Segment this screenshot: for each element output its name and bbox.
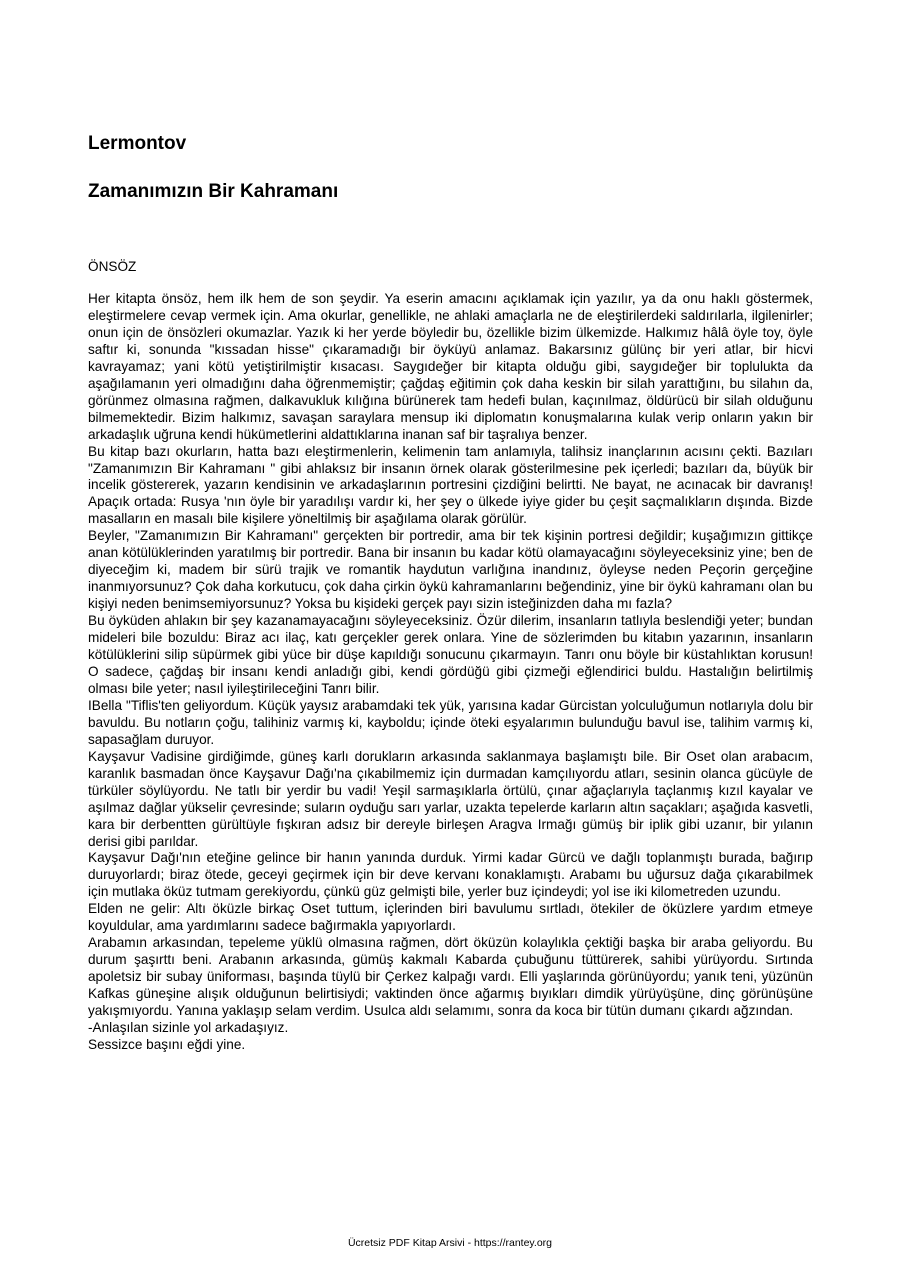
section-heading: ÖNSÖZ <box>88 259 137 274</box>
paragraph: Elden ne gelir: Altı öküzle birkaç Oset tuttum, içlerinden biri bavulumu sırtladı, ötekiler de öküzlere yardım etmeye koyuldular, ama yardımlarını sadece bağırmakla yapıyorlardı. <box>88 901 813 934</box>
paragraph: Sessizce başını eğdi yine. <box>88 1036 246 1052</box>
paragraph: Her kitapta önsöz, hem ilk hem de son şeydir. Ya eserin amacını açıklamak için yazılır, ya da onu haklı göstermek, eleştirmelere cevap vermek için. Ama okurlar, genellikle, ne ahlaki amaçlarla ne de eleştirilerdeki saldırılarla, ilgilenirler; onun için de önsözleri okumazlar. Yazık ki her yerde böyledir bu, özellikle bizim ülkemizde. Halkımız hâlâ öyle toy, öyle saftır ki, sonunda "kıssadan hisse" çıkaramadığı bir öyküyü anlamaz. Bakarsınız gülünç bir yeri atlar, bir hicvi kavrayamaz; yani kötü yetiştirilmiştir kısacası. Saygıdeğer bir kitapta olduğu gibi, saygıdeğer bir toplulukta da aşağılamanın yeri olmadığını daha öğrenmemiştir; çağdaş eğitimin çok daha keskin bir silah yarattığını, bu silahın da, görünmez olmasına rağmen, dalkavukluk kılığına bürünerek tam hedefi bulan, kaçınılmaz, öldürücü bir silah olduğunu bilmemektedir. Bizim halkımız, savaşan saraylara mensup iki diplomatın konuşmalarına kulak verip onların yakın bir arkadaşlık uğruna kendi hükümetlerini aldattıklarına inanan saf bir taşralıya benzer. <box>88 291 813 442</box>
book-title: Zamanımızın Bir Kahramanı <box>88 181 339 202</box>
paragraph: Beyler, "Zamanımızın Bir Kahramanı" gerçekten bir portredir, ama bir tek kişinin portresi değildir; kuşağımızın gittikçe anan kötülüklerinden yaratılmış bir portredir. Bana bir insanın bu kadar kötü olamayacağını söyleyeceksiniz yine; ben de diyeceğim ki, madem bir sürü trajik ve romantik haydutun varlığına inandınız, öyleyse neden Peçorin gerçeğine inanmıyorsunuz? Çok daha korkutucu, çok daha çirkin öykü kahramanlarını beğendiniz, yine bir öykü kahramanı olan bu kişiyi neden benimsemiyorsunuz? Yoksa bu kişideki gerçek payı sizin isteğinizden daha mı fazla? <box>88 528 813 612</box>
paragraph: Bu öyküden ahlakın bir şey kazanamayacağını söyleyeceksiniz. Özür dilerim, insanların tatlıyla beslendiği yeter; bundan mideleri bile bozuldu: Biraz acı ilaç, katı gerçekler gerek onlara. Yine de sözlerimden bu kitabın yazarının, insanların kötülüklerini silip süpürmek gibi yüce bir düşe kapıldığı sonucunu çıkarmayın. Tanrı onu böyle bir küstahlıktan korusun! O sadece, çağdaş bir insanı kendi anladığı gibi, kendi gördüğü gibi çizmeği eğlendirici buldu. Hastalığın belirtilmiş olması bile yeter; nasıl iyileştirileceğini Tanrı bilir. <box>88 613 813 696</box>
paragraph: IBella "Tiflis'ten geliyordum. Küçük yaysız arabamdaki tek yük, yarısına kadar Gürcistan yolculuğumun notlarıyla dolu bir bavuldu. Bu notların çoğu, talihiniz varmış ki, kayboldu; içinde öteki eşyalarımın bulunduğu bavul ise, talihim varmış ki, sapasağlam duruyor. <box>88 697 813 747</box>
paragraph: Kayşavur Dağı'nın eteğine gelince bir hanın yanında durduk. Yirmi kadar Gürcü ve dağlı toplanmıştı burada, bağırıp duruyorlardı; biraz ötede, geceyi geçirmek için bir deve kervanı konaklamıştı. Arabamı bu uğursuz dağa çıkarabilmek için mutlaka öküz tutmam gerekiyordu, çünkü güz gelmişti bile, yerler buz içindeydi; yol ise iki kilometreden uzundu. <box>88 850 813 900</box>
paragraph: Arabamın arkasından, tepeleme yüklü olmasına rağmen, dört öküzün kolaylıkla çektiği başka bir araba geliyordu. Bu durum şaşırttı beni. Arabanın arkasında, gümüş kakmalı Kabarda çubuğunu tüttürerek, sahibi yürüyordu. Sırtında apoletsiz bir subay üniforması, başında tüylü bir Çerkez kalpağı vardı. Elli yaşlarında görünüyordu; yanık teni, yüzünün Kafkas güneşine alışık olduğunun belirtisiydi; vaktinden önce ağarmış bıyıkları dimdik yürüyüşüne, dinç görünüşüne yakışmıyordu. Yanına yaklaşıp selam verdim. Usulca aldı selamımı, sonra da koca bir tütün dumanı çıkardı ağzından. <box>88 935 813 1019</box>
paragraph: Bu kitap bazı okurların, hatta bazı eleştirmenlerin, kelimenin tam anlamıyla, talihsiz inançlarının acısını çekti. Bazıları "Zamanımızın Bir Kahramanı " gibi ahlaksız bir insanın örnek olarak gösterilmesine pek içerledi; bazıları da, büyük bir incelik göstererek, yazarın kendisinin ve arkadaşlarının portresini çizdiğini belirtti. Ne bayat, ne acınacak bir davranış! Apaçık ortada: Rusya 'nın öyle bir yaradılışı vardır ki, her şey o ülkede iyiye gider bu çeşit saçmalıkların dışında. Bizde masalların en masalı bile kişilere yöneltilmiş bir aşağılama olarak görülür. <box>88 443 813 527</box>
body-text <box>88 291 813 1054</box>
paragraph: Kayşavur Vadisine girdiğimde, güneş karlı dorukların arkasında saklanmaya başlamıştı bile. Bir Oset olan arabacım, karanlık basmadan önce Kayşavur Dağı'na çıkabilmemiz için durmadan kamçılıyordu atları, sesinin olanca gücüyle de türküler söylüyordu. Ne tatlı bir yerdir bu vadi! Yeşil sarmaşıklarla örtülü, çınar ağaçlarıyla taçlanmış kızıl kayalar ve aşılmaz dağlar yükselir çevresinde; suların oyduğu sarı yarlar, uzakta tepelerde karların altın saçakları; aşağıda kasvetli, kara bir derbentten gürültüyle fışkıran adsız bir dereyle birleşen Aragva Irmağı gümüş bir iplik gibi uzanır, bir yılanın derisi gibi parıldar. <box>88 748 813 849</box>
paragraph: -Anlaşılan sizinle yol arkadaşıyız. <box>88 1019 289 1035</box>
author-name: Lermontov <box>88 133 187 154</box>
page-footer: Ücretsiz PDF Kitap Arsivi - https://rantey.org <box>347 1237 553 1249</box>
